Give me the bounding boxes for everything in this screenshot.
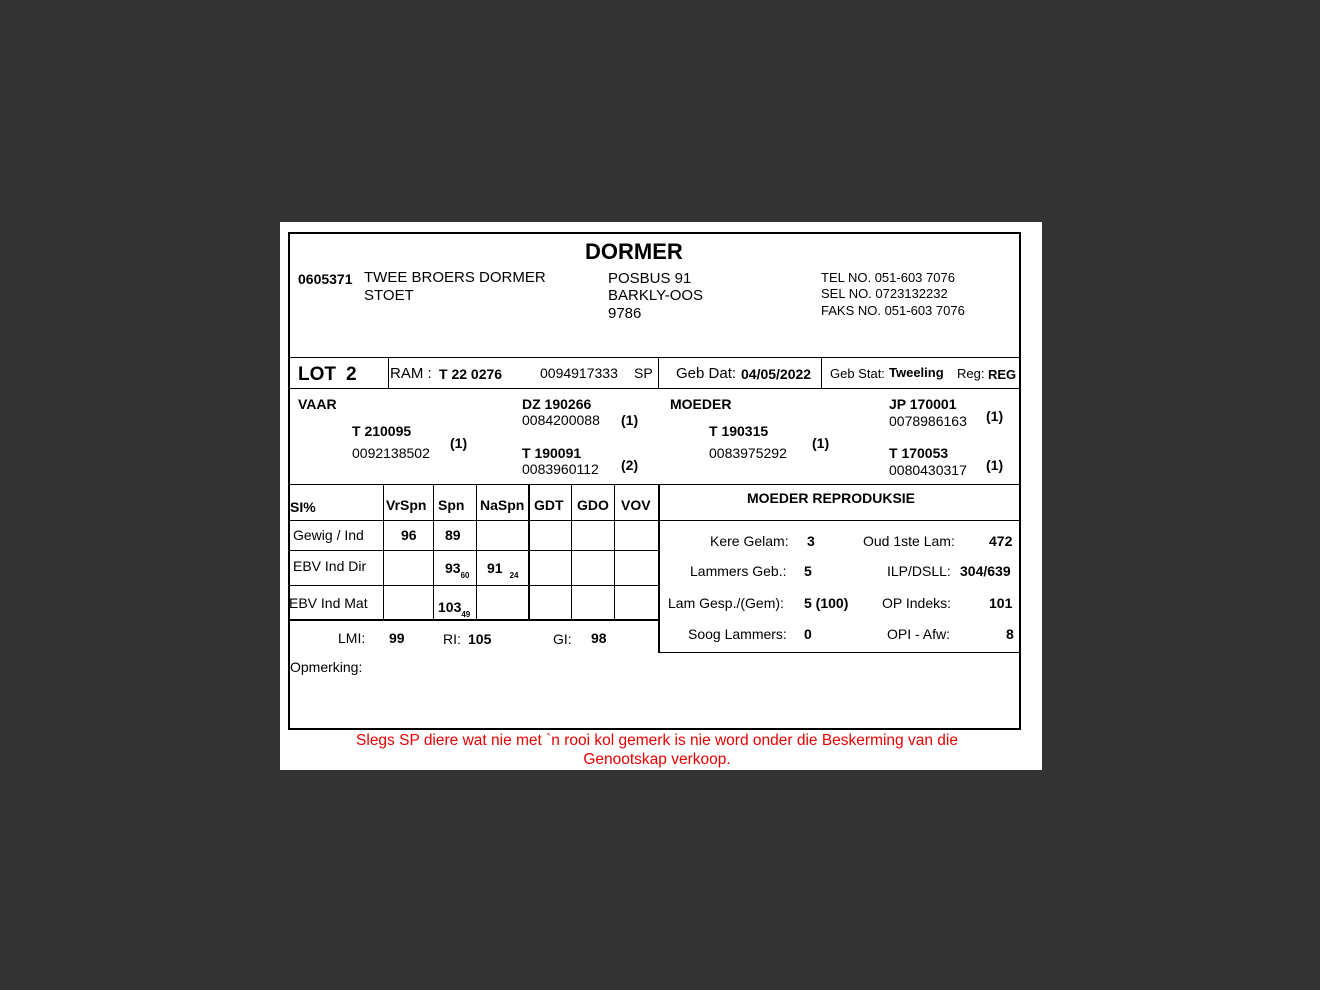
moeder-dam-reg-number: 0080430317 <box>889 462 967 478</box>
ebv-dir-naspn-value: 91 <box>487 560 503 576</box>
reproduksie-title: MOEDER REPRODUKSIE <box>747 490 916 506</box>
kere-gelam-label: Kere Gelam: <box>710 533 789 549</box>
gi-value: 98 <box>591 630 607 646</box>
geb-stat-label: Geb Stat: <box>830 366 885 381</box>
vaar-count: (1) <box>450 435 468 451</box>
divider <box>528 485 530 620</box>
ebv-dir-spn-accuracy: 60 <box>460 571 470 580</box>
divider <box>289 619 660 621</box>
lmi-label: LMI: <box>338 630 366 646</box>
ebv-mat-spn <box>438 599 470 618</box>
vaar-dam-reg-number: 0083960112 <box>522 461 599 477</box>
sp-flag: SP <box>634 365 653 381</box>
moeder-reg-number: 0083975292 <box>709 445 787 461</box>
ram-reg-number: 0094917333 <box>540 365 618 381</box>
soog-lammers: 0 <box>804 626 812 642</box>
ebv-dir-naspn-accuracy: 24 <box>509 571 519 580</box>
lot-number: 2 <box>346 364 357 385</box>
geb-dat-label: Geb Dat: <box>676 365 737 382</box>
ram-label: RAM : <box>390 365 432 382</box>
divider <box>571 485 572 620</box>
protection-notice: Slegs SP diere wat nie met `n rooi kol gemerk is nie word onder die Beskerming van die <box>356 732 958 749</box>
divider <box>289 357 1020 358</box>
divider <box>821 357 822 389</box>
divider <box>289 585 659 586</box>
vaar-sire-count: (1) <box>621 412 639 428</box>
lmi-value: 99 <box>389 630 405 646</box>
divider <box>289 484 1020 485</box>
si-header: SI% <box>290 499 316 515</box>
divider <box>658 357 659 389</box>
naspn-header: NaSpn <box>480 497 525 513</box>
oud-1ste-lam: 472 <box>989 533 1013 549</box>
gi-label: GI: <box>553 631 572 647</box>
divider <box>388 357 389 389</box>
divider <box>476 485 477 620</box>
vaar-reg-number: 0092138502 <box>352 445 430 461</box>
reg-status: REG <box>988 367 1017 382</box>
vaar-sire-id: DZ 190266 <box>522 396 592 412</box>
moeder-sire-reg-number: 0078986163 <box>889 413 967 429</box>
gewig-spn: 89 <box>445 527 461 543</box>
vaar-id: T 210095 <box>352 423 412 439</box>
divider <box>433 485 434 620</box>
kere-gelam: 3 <box>807 533 815 549</box>
geb-dat: 04/05/2022 <box>741 366 812 382</box>
breed-title: DORMER <box>585 239 683 264</box>
moeder-label: MOEDER <box>670 396 732 412</box>
breeder-name: TWEE BROERS DORMER <box>364 269 546 286</box>
vaar-sire-reg-number: 0084200088 <box>522 412 600 428</box>
opi-afw-label: OPI - Afw: <box>887 626 951 642</box>
gdt-header: GDT <box>534 497 564 513</box>
ram-id: T 22 0276 <box>439 366 503 382</box>
lam-gesp: 5 (100) <box>804 595 849 611</box>
gewig-vrspn: 96 <box>401 527 417 543</box>
opi-afw: 8 <box>1006 626 1014 642</box>
ilp-dsll-label: ILP/DSLL: <box>887 563 951 579</box>
moeder-sire-count: (1) <box>986 408 1004 424</box>
vov-header: VOV <box>621 497 651 513</box>
lammers-geb-label: Lammers Geb.: <box>690 563 787 579</box>
row-label-gewig: Gewig / Ind <box>293 527 364 543</box>
vrspn-header: VrSpn <box>386 497 427 513</box>
vaar-dam-count: (2) <box>621 457 639 473</box>
moeder-dam-id: T 170053 <box>889 445 949 461</box>
divider <box>614 485 615 620</box>
faks-number: FAKS NO. 051-603 7076 <box>821 303 965 318</box>
divider <box>289 520 1020 521</box>
moeder-sire-id: JP 170001 <box>889 396 957 412</box>
oud-1ste-lam-label: Oud 1ste Lam: <box>863 533 955 549</box>
moeder-id: T 190315 <box>709 423 769 439</box>
protection-notice-2: Genootskap verkoop. <box>583 751 731 768</box>
op-indeks-label: OP Indeks: <box>882 595 952 611</box>
ebv-mat-spn-accuracy: 49 <box>461 610 471 619</box>
lot-label: LOT <box>298 364 336 385</box>
address-line-3: 9786 <box>608 305 642 322</box>
divider <box>289 388 1020 389</box>
gdo-header: GDO <box>577 497 609 513</box>
divider <box>658 485 660 653</box>
divider <box>383 485 384 620</box>
ri-value: 105 <box>468 631 492 647</box>
breeder-name-2: STOET <box>364 287 414 304</box>
ri-label: RI: <box>443 631 461 647</box>
reg-label: Reg: <box>957 366 985 381</box>
divider <box>659 652 1020 653</box>
divider <box>289 550 659 551</box>
spn-header: Spn <box>438 497 465 513</box>
soog-lammers-label: Soog Lammers: <box>688 626 787 642</box>
ilp-dsll: 304/639 <box>960 563 1011 579</box>
op-indeks: 101 <box>989 595 1013 611</box>
vaar-label: VAAR <box>298 396 337 412</box>
row-label-ebv-mat: EBV Ind Mat <box>289 595 368 611</box>
moeder-count: (1) <box>812 435 830 451</box>
breeder-number: 0605371 <box>298 271 353 287</box>
moeder-dam-count: (1) <box>986 457 1004 473</box>
lam-gesp-label: Lam Gesp./(Gem): <box>668 595 784 611</box>
geb-stat: Tweeling <box>889 365 944 380</box>
vaar-dam-id: T 190091 <box>522 445 582 461</box>
ebv-mat-spn-value: 103 <box>438 599 462 615</box>
tel-number: TEL NO. 051-603 7076 <box>821 270 955 285</box>
row-label-ebv-dir: EBV Ind Dir <box>293 558 367 574</box>
address-line-2: BARKLY-OOS <box>608 287 704 304</box>
address-line-1: POSBUS 91 <box>608 270 692 287</box>
opmerking-label: Opmerking: <box>290 659 363 675</box>
ebv-dir-naspn <box>487 560 518 579</box>
ebv-dir-spn-value: 93 <box>445 560 461 576</box>
ebv-dir-spn <box>445 560 469 579</box>
lammers-geb: 5 <box>804 563 812 579</box>
sel-number: SEL NO. 0723132232 <box>821 286 948 301</box>
